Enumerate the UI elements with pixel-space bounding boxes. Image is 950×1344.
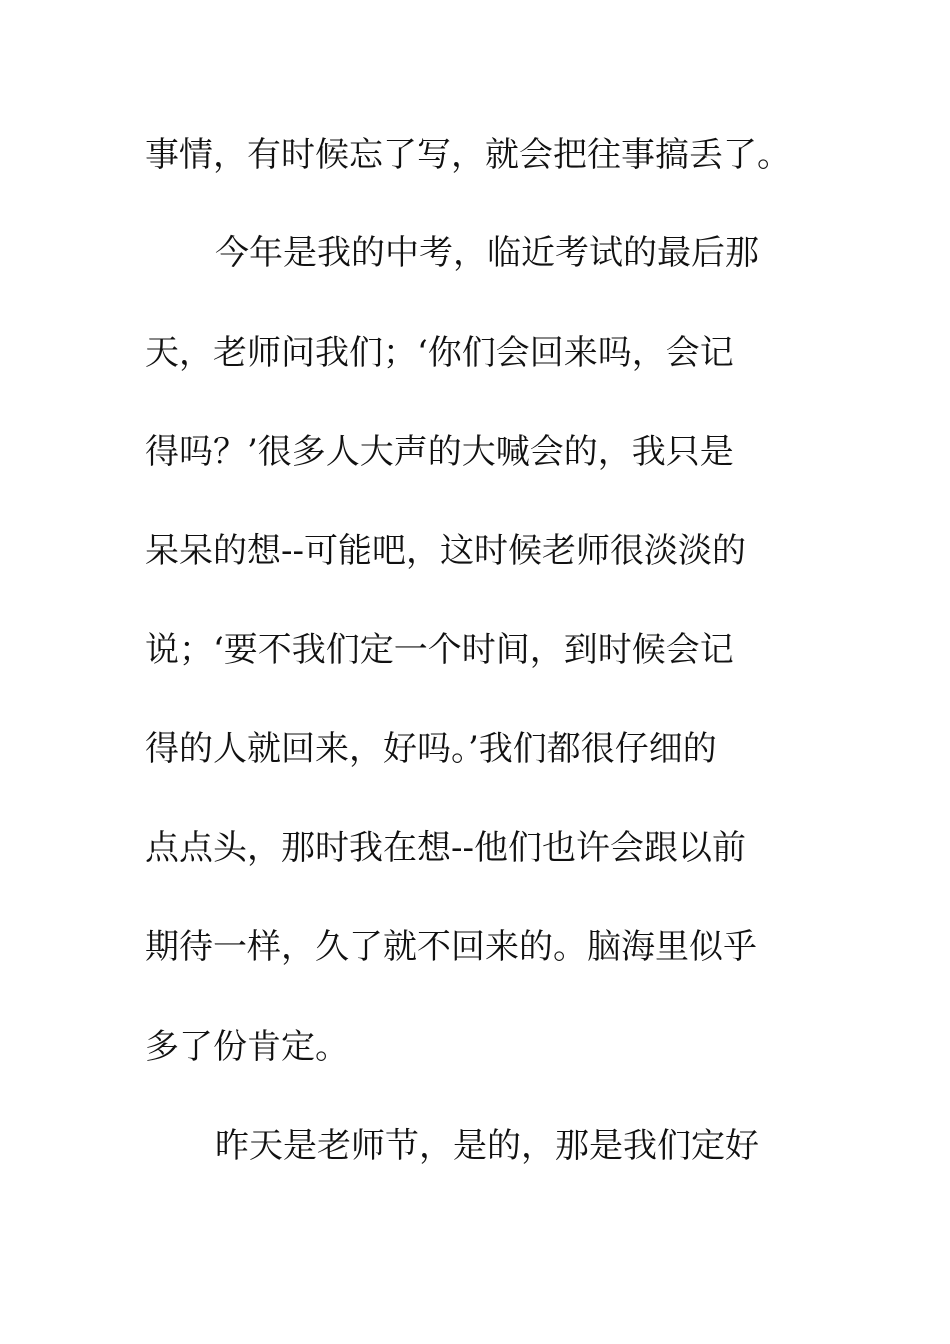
paragraph-2-line-6: 得的人就回来，好吗。’我们都很仔细的 [145, 729, 717, 769]
paragraph-2-line-9: 多了份肯定。 [145, 1027, 349, 1067]
paragraph-2-line-7: 点点头，那时我在想--他们也许会跟以前 [145, 828, 746, 868]
paragraph-2-line-5: 说；‘要不我们定一个时间，到时候会记 [145, 630, 734, 670]
paragraph-2-line-1: 今年是我的中考，临近考试的最后那 [215, 233, 759, 273]
paragraph-2-line-2: 天，老师问我们；‘你们会回来吗，会记 [145, 333, 734, 373]
paragraph-3-line-1: 昨天是老师节，是的，那是我们定好 [215, 1126, 759, 1166]
text-line-1: 事情，有时候忘了写，就会把往事搞丢了。 [145, 135, 791, 175]
paragraph-2-line-4: 呆呆的想--可能吧，这时候老师很淡淡的 [145, 531, 746, 571]
paragraph-2-line-8: 期待一样，久了就不回来的。脑海里似乎 [145, 927, 757, 967]
paragraph-2-line-3: 得吗？’很多人大声的大喊会的，我只是 [145, 432, 734, 472]
